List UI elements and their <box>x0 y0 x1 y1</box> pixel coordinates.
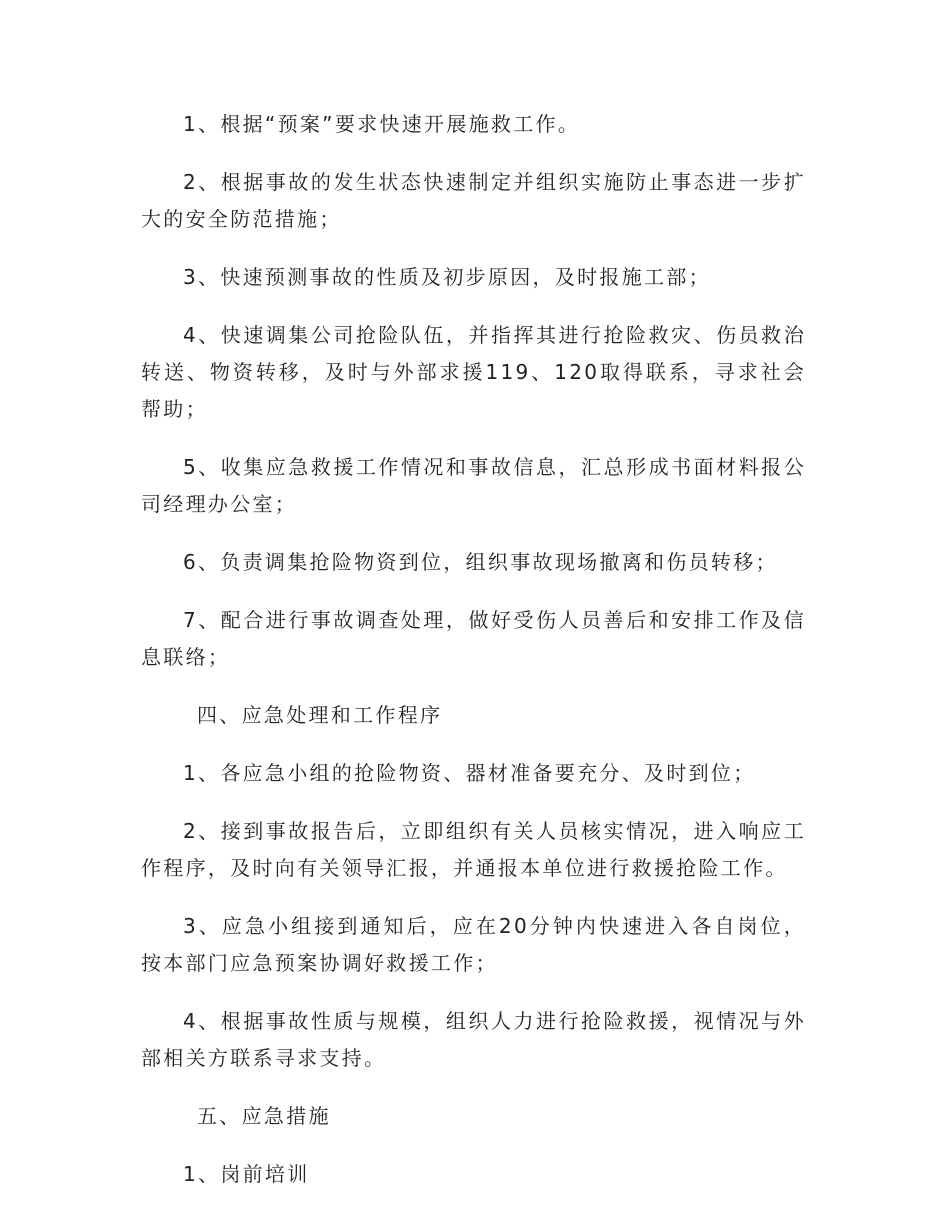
paragraph-11: 4、根据事故性质与规模，组织人力进行抢险救援，视情况与外部相关方联系寻求支持。 <box>141 1009 806 1070</box>
paragraph-10: 3、应急小组接到通知后，应在20分钟内快速进入各自岗位，按本部门应急预案协调好救援工作； <box>141 914 806 975</box>
section-heading-5: 五、应急措施 <box>197 1104 331 1128</box>
document-page <box>141 106 806 1214</box>
paragraph-6: 6、负责调集抢险物资到位，组织事故现场撤离和伤员转移； <box>183 550 778 574</box>
paragraph-3: 3、快速预测事故的性质及初步原因，及时报施工部； <box>183 265 711 289</box>
section-heading-4: 四、应急处理和工作程序 <box>197 703 443 727</box>
paragraph-8: 1、各应急小组的抢险物资、器材准备要充分、及时到位； <box>183 761 756 785</box>
paragraph-4: 4、快速调集公司抢险队伍，并指挥其进行抢险救灾、伤员救治转送、物资转移，及时与外部求援119、120取得联系，寻求社会帮助； <box>141 323 806 421</box>
paragraph-9: 2、接到事故报告后，立即组织有关人员核实情况，进入响应工作程序，及时向有关领导汇报，并通报本单位进行救援抢险工作。 <box>141 819 806 880</box>
paragraph-1: 1、根据“预案”要求快速开展施救工作。 <box>183 112 581 136</box>
paragraph-5: 5、收集应急救援工作情况和事故信息，汇总形成书面材料报公司经理办公室； <box>141 455 806 516</box>
paragraph-12: 1、岗前培训 <box>183 1162 310 1186</box>
paragraph-2: 2、根据事故的发生状态快速制定并组织实施防止事态进一步扩大的安全防范措施； <box>141 170 806 231</box>
paragraph-7: 7、配合进行事故调查处理，做好受伤人员善后和安排工作及信息联络； <box>141 608 806 669</box>
